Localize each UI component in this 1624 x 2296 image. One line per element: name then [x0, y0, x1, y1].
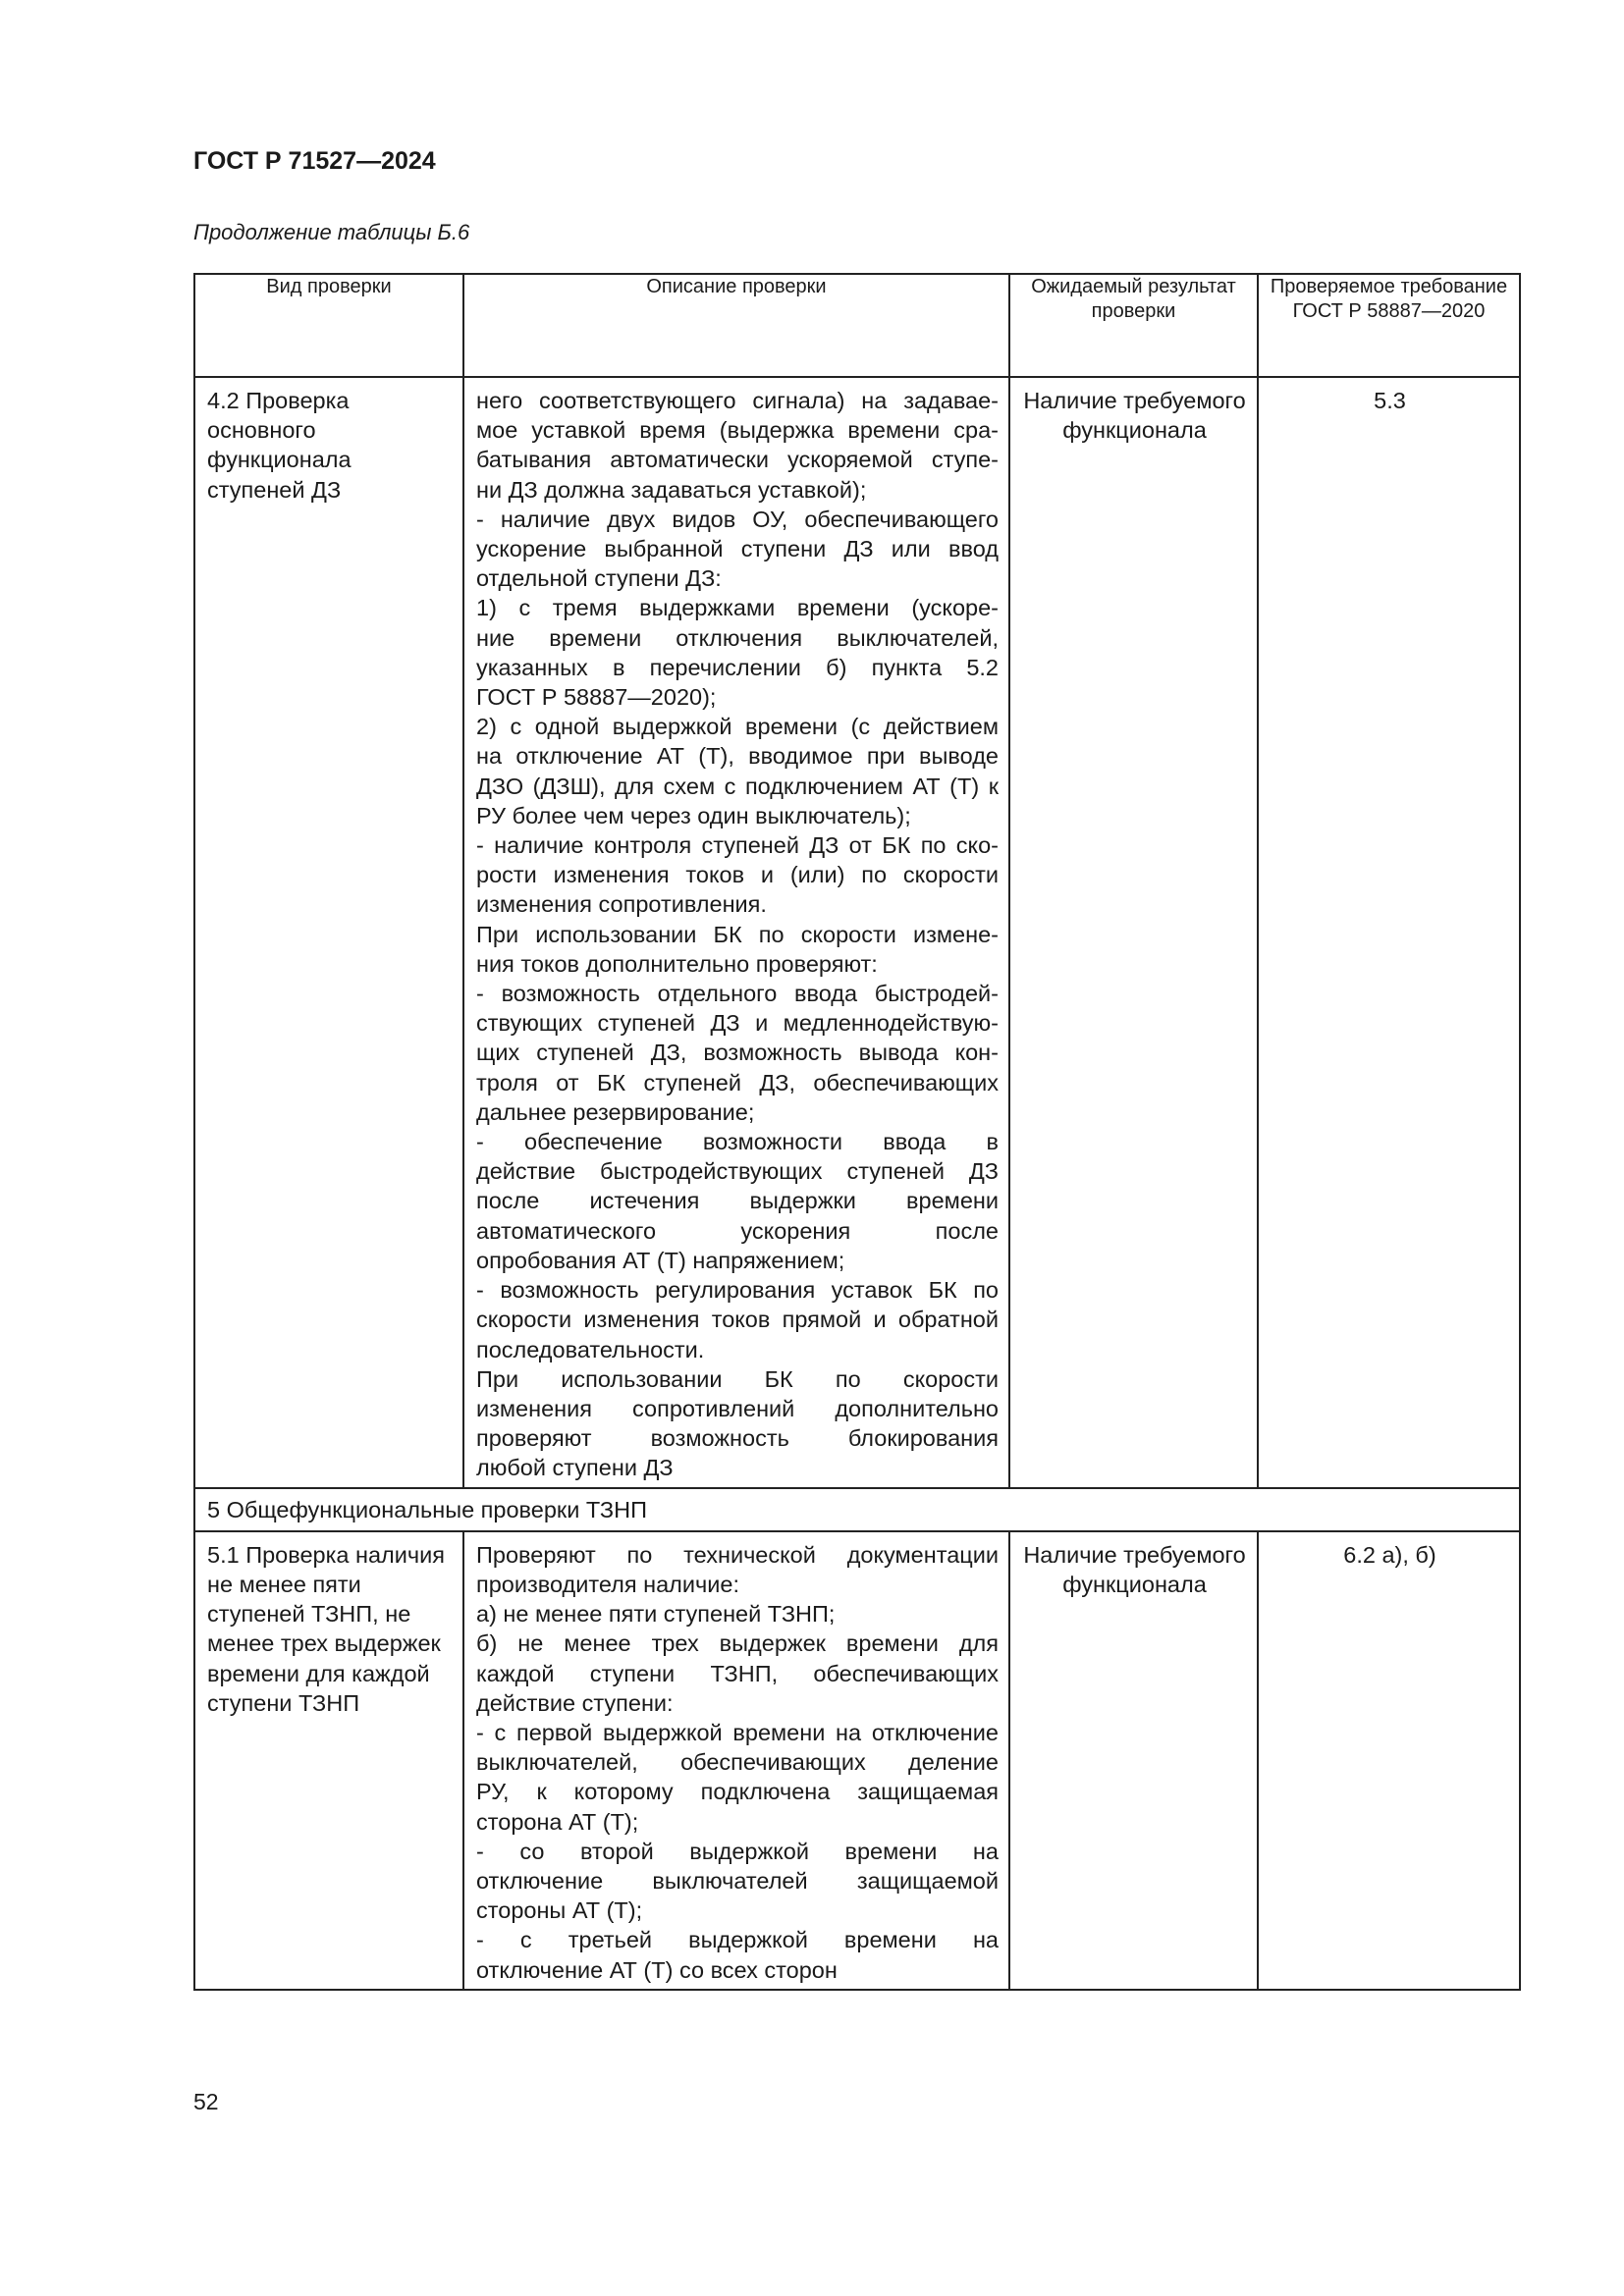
description-line: отключение АТ (Т) со всех сторон: [476, 1956, 838, 1983]
column-header: Ожидаемый результат проверки: [1009, 274, 1258, 377]
description-line: При использовании БК по скорости измене-: [476, 921, 999, 947]
description-line: любой ступени ДЗ: [476, 1455, 674, 1481]
description-line: изменения сопротивлений дополнительно: [476, 1395, 999, 1421]
description-line: - со второй выдержкой времени на: [476, 1838, 999, 1864]
description-line: - с первой выдержкой времени на отключение: [476, 1719, 999, 1745]
table-row: [194, 377, 1520, 1488]
description-line: 1) с тремя выдержками времени (ускоре-: [476, 595, 999, 621]
description-line: ние времени отключения выключателей,: [476, 624, 999, 651]
description-line: При использовании БК по скорости: [476, 1365, 999, 1392]
description-line: стороны АТ (Т);: [476, 1897, 643, 1924]
description-line: - наличие двух видов ОУ, обеспечивающего: [476, 506, 999, 532]
description-line: РУ, к которому подключена защищаемая: [476, 1779, 999, 1805]
section-row: [194, 1488, 1520, 1531]
description-line: ускорение выбранной ступени ДЗ или ввод: [476, 536, 999, 562]
description-line: - наличие контроля ступеней ДЗ от БК по ско-: [476, 832, 999, 859]
description-cell: [463, 377, 1009, 1488]
description-line: опробования АТ (Т) напряжением;: [476, 1247, 845, 1273]
description-line: скорости изменения токов прямой и обратной: [476, 1307, 999, 1333]
section-title-cell: 5 Общефункциональные проверки ТЗНП: [194, 1488, 1520, 1531]
description-line: отключение выключателей защищаемой: [476, 1867, 999, 1894]
description-line: автоматического ускорения после: [476, 1217, 999, 1244]
expected-result-cell: Наличие требуемого функционала: [1009, 377, 1258, 1488]
description-line: сторона АТ (Т);: [476, 1808, 639, 1835]
expected-result-cell: Наличие требуемого функционала: [1009, 1531, 1258, 1990]
description-line: Проверяют по технической документации: [476, 1541, 999, 1568]
description-line: троля от БК ступеней ДЗ, обеспечивающих: [476, 1069, 999, 1095]
checks-table: [193, 273, 1521, 1991]
description-line: РУ более чем через один выключатель);: [476, 802, 911, 828]
description-line: изменения сопротивления.: [476, 891, 767, 918]
description-line: батывания автоматически ускоряемой ступе-: [476, 447, 999, 473]
description-line: проверяют возможность блокирования: [476, 1425, 999, 1452]
page-number: 52: [193, 2089, 219, 2114]
requirement-cell: 6.2 а), б): [1258, 1531, 1520, 1990]
column-header: Проверяемое требование ГОСТ Р 58887—2020: [1258, 274, 1520, 377]
description-line: действие быстродействующих ступеней ДЗ: [476, 1158, 999, 1185]
column-header: Описание проверки: [463, 274, 1009, 377]
table-caption: Продолжение таблицы Б.6: [193, 220, 470, 244]
description-line: ни ДЗ должна задаваться уставкой);: [476, 476, 867, 503]
column-header: Вид проверки: [194, 274, 463, 377]
description-line: на отключение АТ (Т), вводимое при выводе: [476, 743, 999, 770]
description-line: ГОСТ Р 58887—2020);: [476, 684, 717, 711]
description-line: щих ступеней ДЗ, возможность вывода кон-: [476, 1040, 999, 1066]
description-line: ния токов дополнительно проверяют:: [476, 950, 878, 977]
description-line: рости изменения токов и (или) по скорости: [476, 862, 999, 888]
description-line: действие ступени:: [476, 1689, 674, 1716]
description-line: него соответствующего сигнала) на задавае-: [476, 388, 999, 413]
description-line: 2) с одной выдержкой времени (с действием: [476, 714, 999, 740]
description-line: производителя наличие:: [476, 1571, 739, 1597]
description-line: указанных в перечислении б) пункта 5.2: [476, 654, 999, 680]
description-line: после истечения выдержки времени: [476, 1188, 999, 1214]
description-line: дальнее резервирование;: [476, 1098, 755, 1125]
description-line: - обеспечение возможности ввода в: [476, 1129, 999, 1155]
description-line: б) не менее трех выдержек времени для: [476, 1630, 999, 1657]
table-row: [194, 1531, 1520, 1990]
document-code: ГОСТ Р 71527—2024: [193, 147, 436, 175]
description-cell: [463, 1531, 1009, 1990]
description-line: - возможность отдельного ввода быстродей-: [476, 981, 999, 1007]
check-type-cell: 4.2 Проверка основного функционала ступеней ДЗ: [194, 377, 463, 1488]
description-line: а) не менее пяти ступеней ТЗНП;: [476, 1601, 836, 1628]
description-line: мое уставкой время (выдержка времени сра-: [476, 417, 999, 444]
check-type-cell: 5.1 Проверка наличия не менее пяти ступеней ТЗНП, не менее трех выдержек времени для каждой ступени ТЗНП: [194, 1531, 463, 1990]
description-line: каждой ступени ТЗНП, обеспечивающих: [476, 1660, 999, 1686]
description-line: отдельной ступени ДЗ:: [476, 565, 722, 592]
description-line: выключателей, обеспечивающих деление: [476, 1749, 999, 1776]
description-line: - возможность регулирования уставок БК по: [476, 1277, 999, 1304]
table-header-row: [194, 274, 1520, 377]
description-line: - с третьей выдержкой времени на: [476, 1927, 999, 1953]
description-line: ДЗО (ДЗШ), для схем с подключением АТ (Т) к: [476, 773, 999, 799]
description-line: ствующих ступеней ДЗ и медленнодействую-: [476, 1010, 999, 1037]
requirement-cell: 5.3: [1258, 377, 1520, 1488]
description-line: последовательности.: [476, 1336, 705, 1362]
